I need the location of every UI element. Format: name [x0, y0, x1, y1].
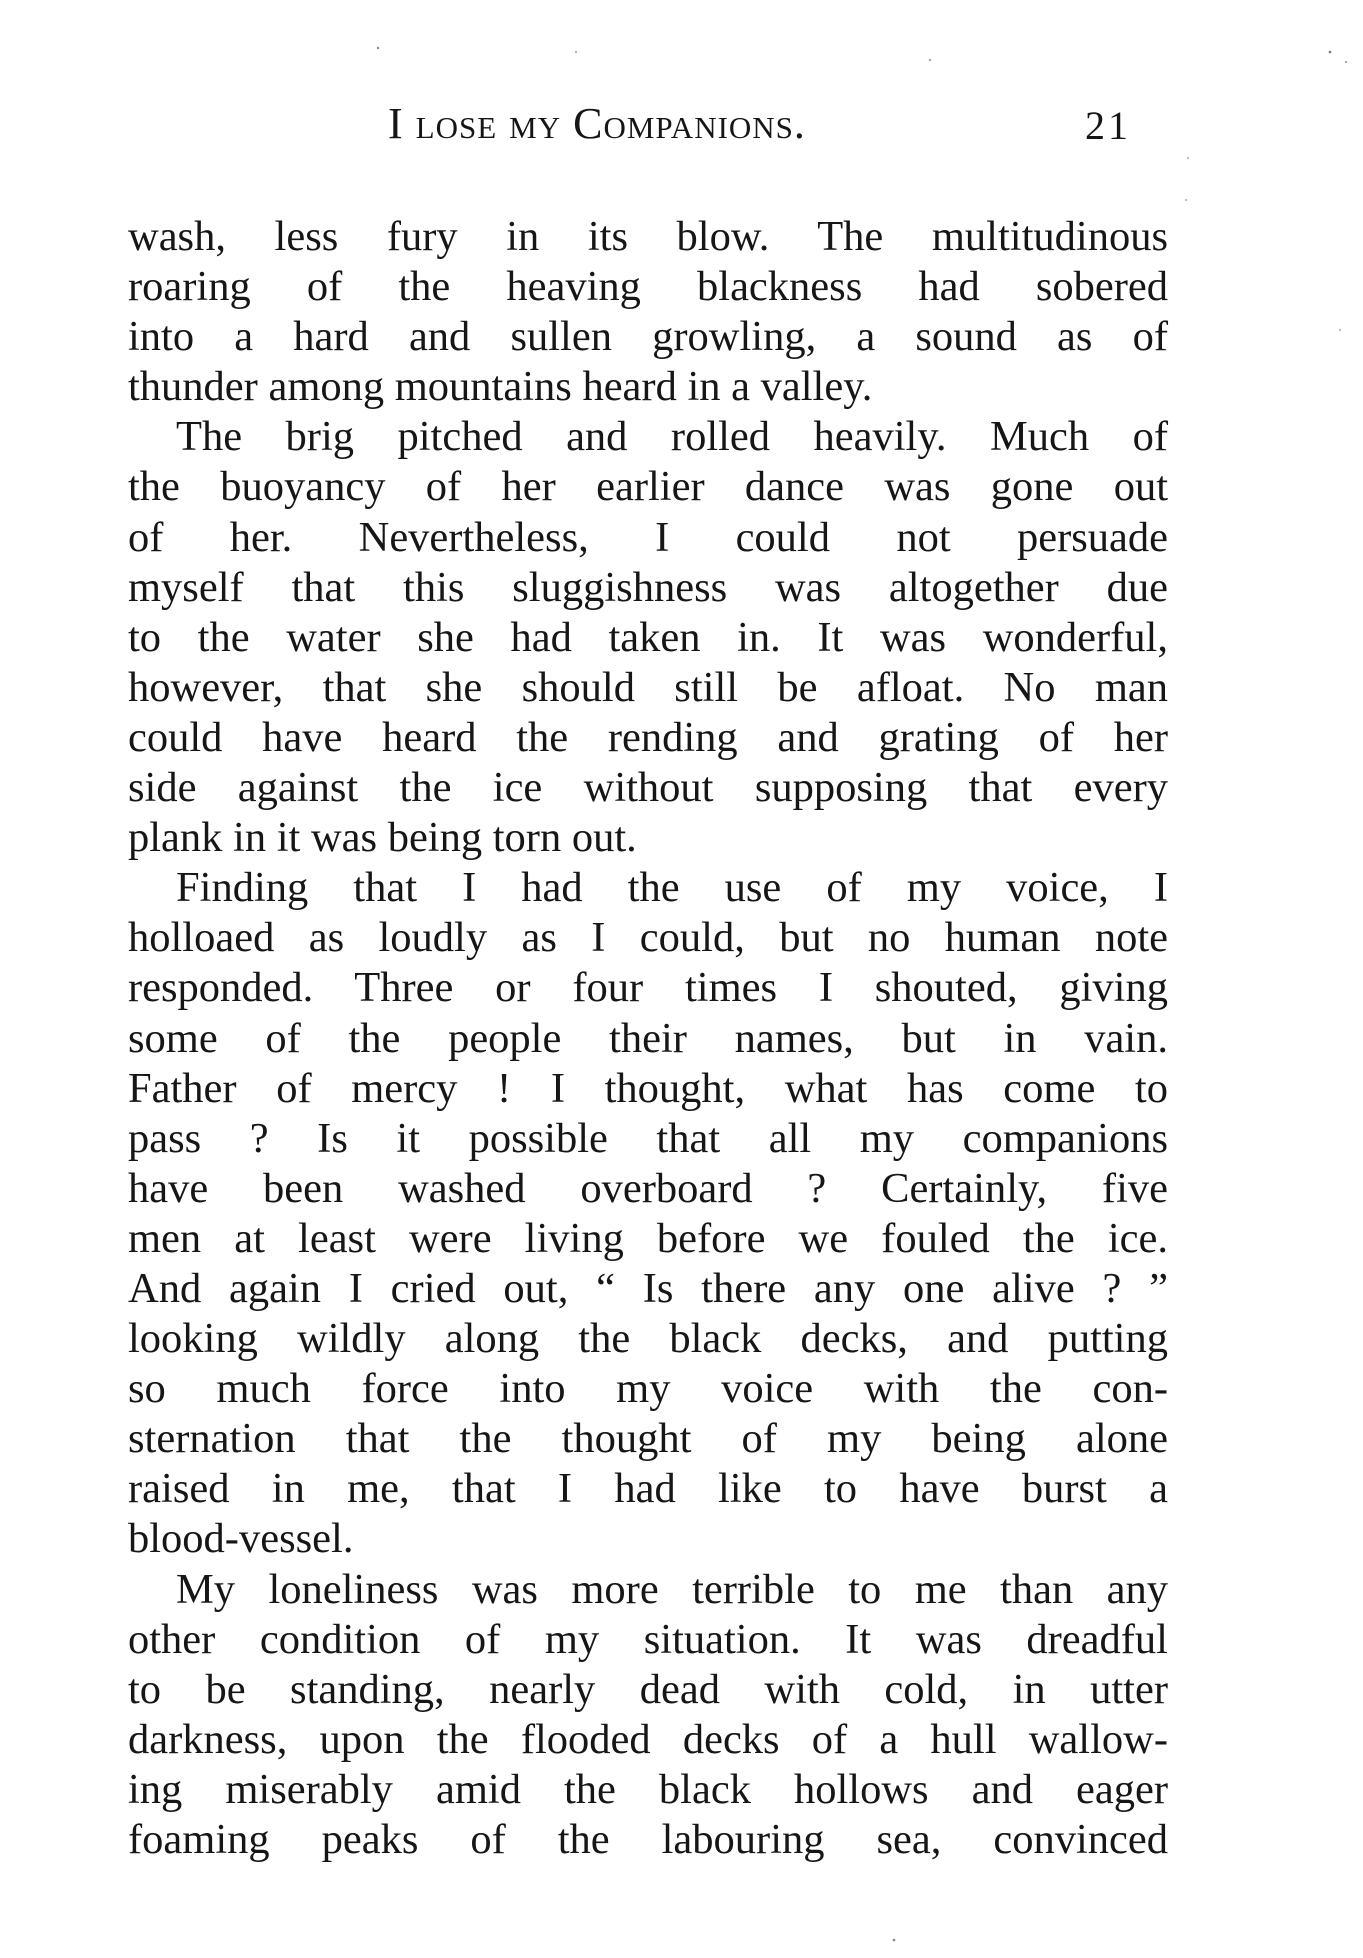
- text-line: foaming peaks of the labouring sea, convinced: [128, 1816, 1168, 1863]
- text-line: side against the ice without supposing that every: [128, 764, 1168, 812]
- text-line: have been washed overboard ? Certainly, five: [128, 1164, 1168, 1212]
- text-line: could have heard the rending and grating of her: [128, 713, 1168, 761]
- text-line: myself that this sluggishness was altogether due: [128, 563, 1168, 611]
- text-line: looking wildly along the black decks, and putting: [128, 1315, 1168, 1363]
- text-line: ing miserably amid the black hollows and eager: [128, 1765, 1168, 1813]
- text-line: wash, less fury in its blow. The multitudinous: [128, 213, 1168, 260]
- text-line: Father of mercy ! I thought, what has come to: [128, 1064, 1168, 1112]
- text-line: roaring of the heaving blackness had sobered: [128, 263, 1168, 311]
- text-line: to be standing, nearly dead with cold, in utter: [128, 1665, 1168, 1713]
- text-line: responded. Three or four times I shouted, giving: [128, 964, 1168, 1012]
- paragraph-start-line: The brig pitched and rolled heavily. Much of: [176, 413, 1168, 461]
- text-line: sternation that the thought of my being alone: [128, 1415, 1168, 1463]
- body-text: [128, 212, 1168, 1865]
- text-line: blood-vessel.: [128, 1515, 354, 1563]
- text-line: men at least were living before we fouled the ice.: [128, 1214, 1168, 1262]
- text-line: to the water she had taken in. It was wonderful,: [128, 613, 1168, 661]
- text-line: darkness, upon the flooded decks of a hull wallow-: [128, 1715, 1168, 1763]
- paragraph-start-line: My loneliness was more terrible to me than any: [176, 1565, 1168, 1613]
- running-head: [388, 99, 806, 148]
- running-head-middle: lose my: [415, 99, 562, 148]
- paragraph-start-line: Finding that I had the use of my voice, I: [176, 864, 1168, 912]
- text-line: into a hard and sullen growling, a sound as of: [128, 313, 1168, 361]
- text-line: thunder among mountains heard in a valley.: [128, 363, 873, 411]
- text-line: raised in me, that I had like to have burst a: [128, 1465, 1168, 1513]
- text-line: plank in it was being torn out.: [128, 814, 637, 862]
- text-line: other condition of my situation. It was dreadful: [128, 1615, 1168, 1663]
- text-line: holloaed as loudly as I could, but no human note: [128, 914, 1168, 962]
- page-number: 21: [1085, 103, 1131, 148]
- text-line: however, that she should still be afloat. No man: [128, 663, 1168, 711]
- text-line: of her. Nevertheless, I could not persuade: [128, 513, 1168, 561]
- text-line: so much force into my voice with the con-: [128, 1365, 1168, 1413]
- text-line: pass ? Is it possible that all my companions: [128, 1114, 1168, 1162]
- text-line: some of the people their names, but in vain.: [128, 1014, 1168, 1062]
- text-line: And again I cried out, “ Is there any one alive ? ”: [128, 1264, 1168, 1312]
- running-head-last: Companions.: [573, 99, 806, 148]
- running-head-first-word: I: [388, 99, 404, 148]
- text-line: the buoyancy of her earlier dance was gone out: [128, 463, 1168, 511]
